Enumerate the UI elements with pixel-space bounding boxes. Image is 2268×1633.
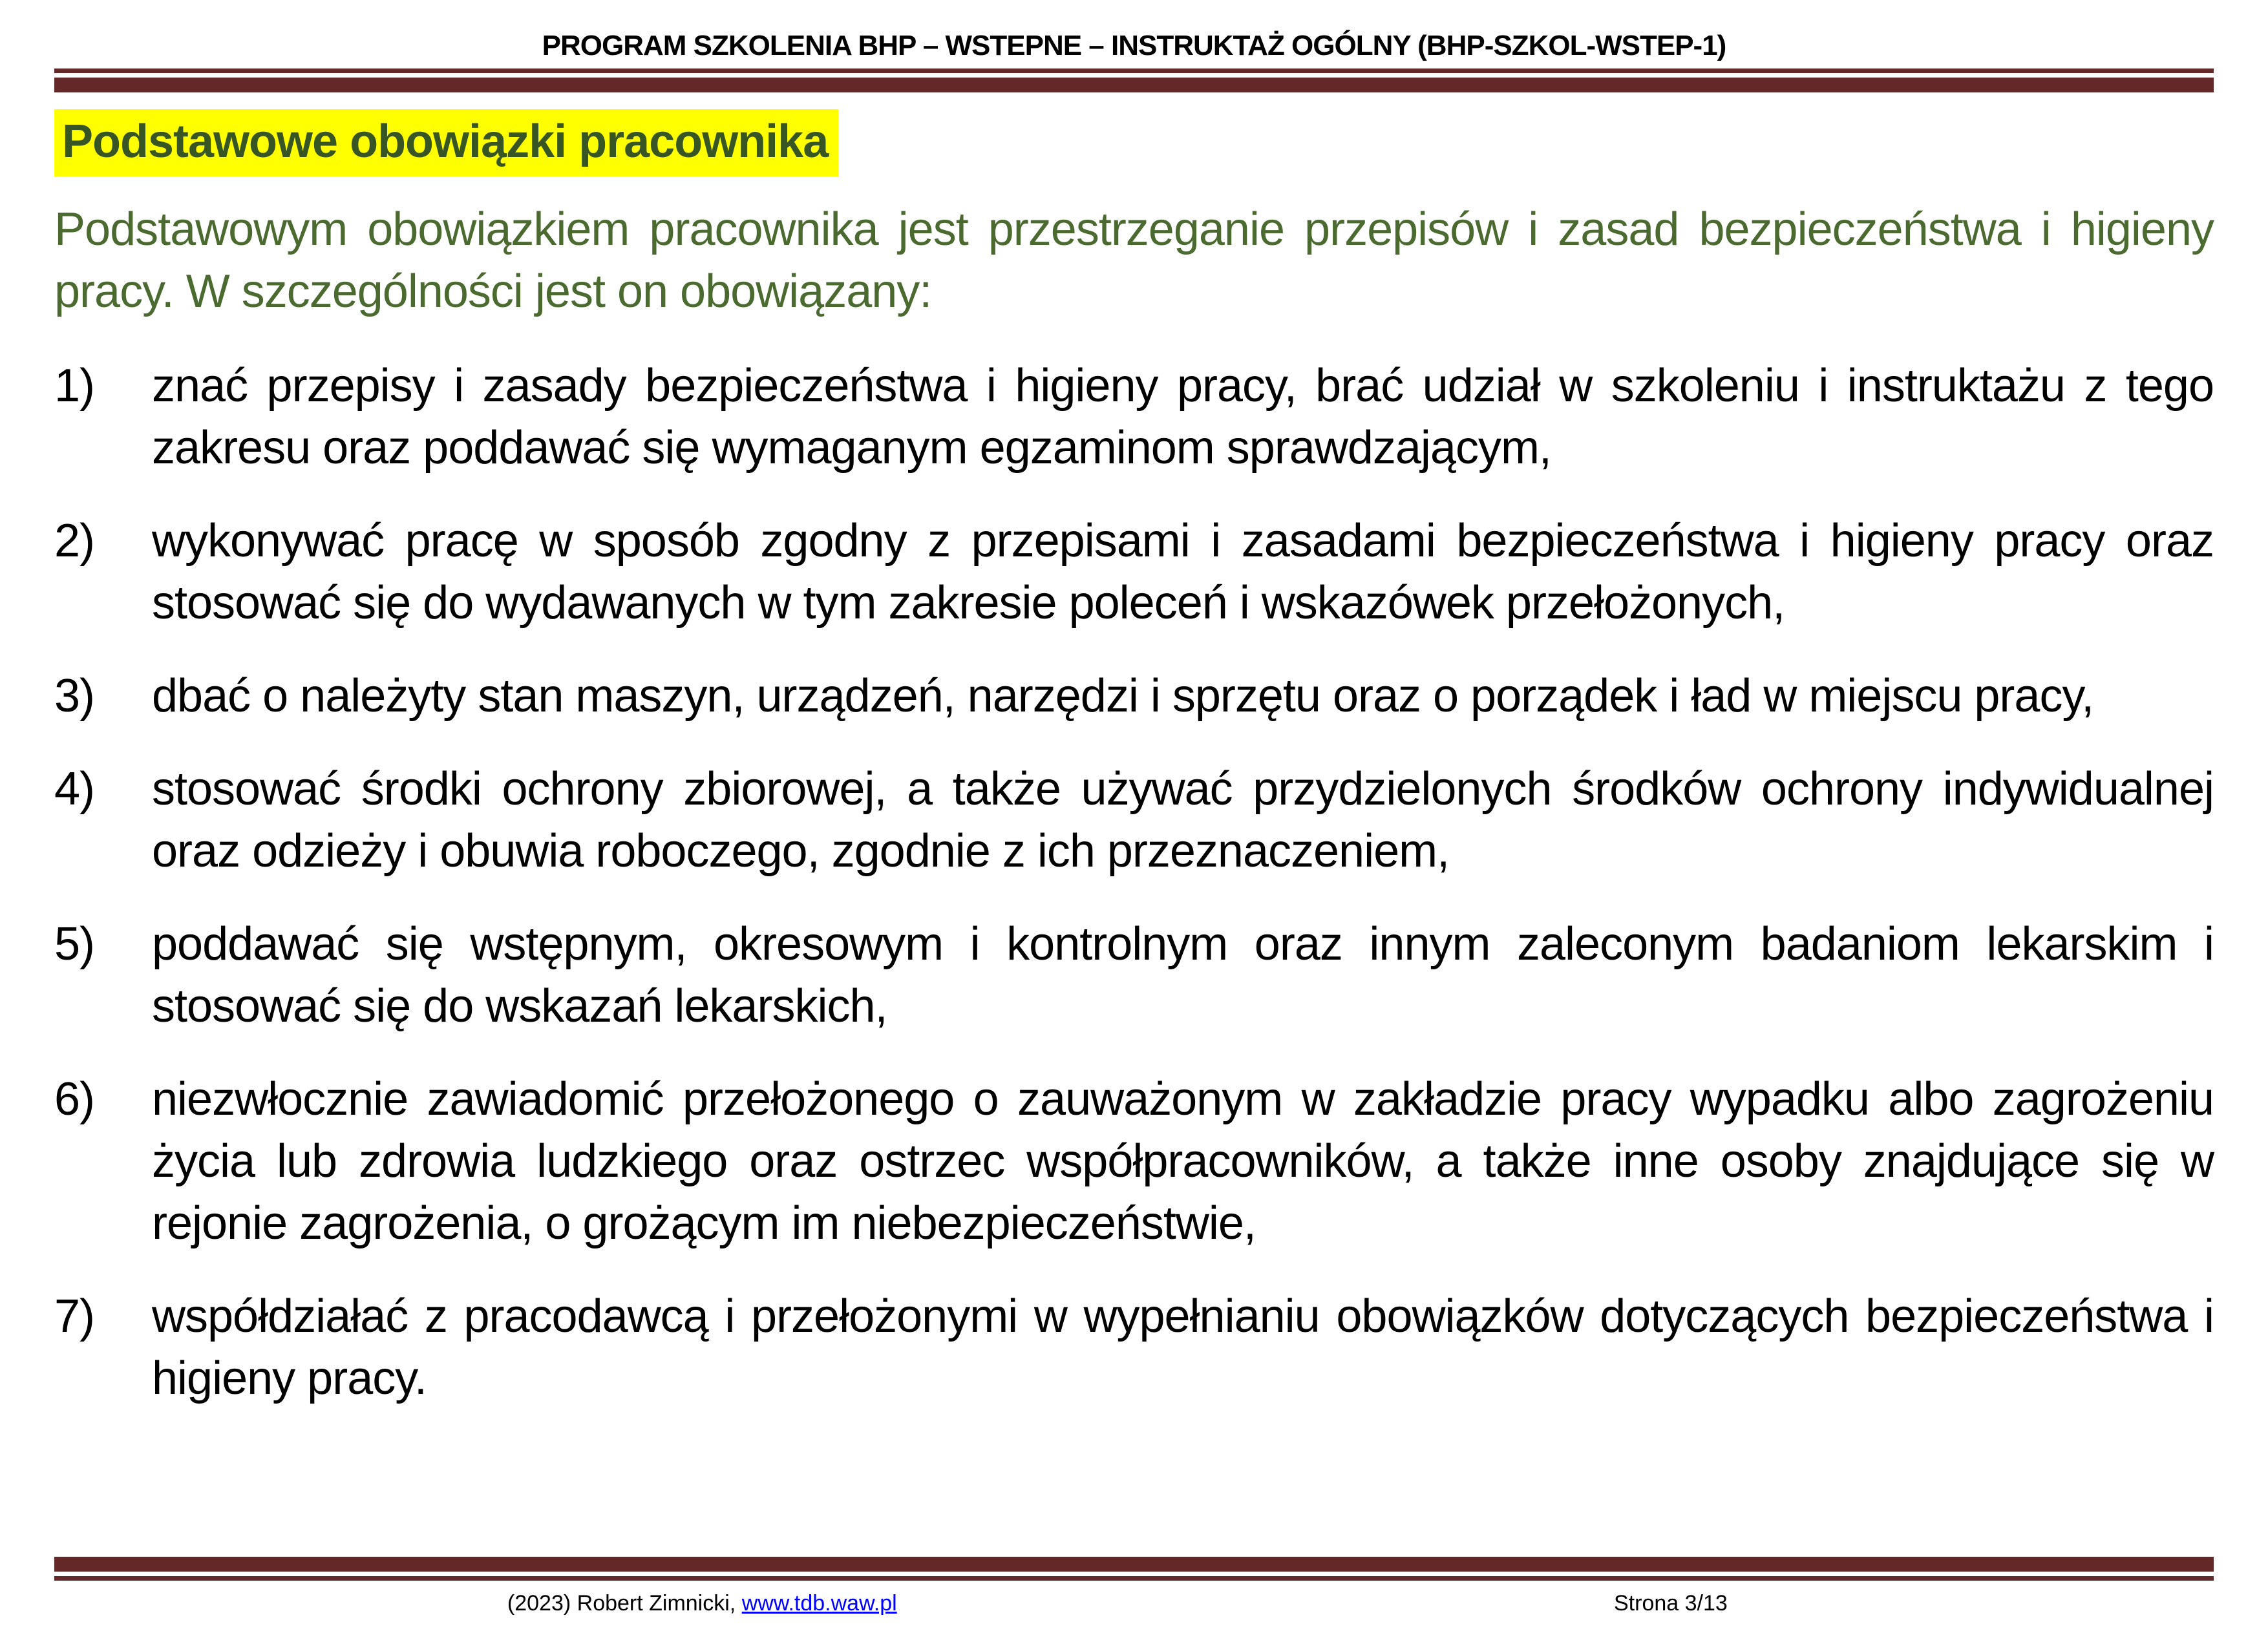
list-item-number: 3)	[54, 670, 95, 722]
section-heading	[54, 109, 2214, 176]
page-header	[54, 30, 2214, 92]
list-item-text: znać przepisy i zasady bezpieczeństwa i higieny pracy, brać udział w szkoleniu i instruktażu z tego zakresu oraz poddawać się wymaganym egzaminom sprawdzającym,	[152, 360, 2214, 474]
list-item	[54, 510, 2214, 634]
page-footer	[54, 1557, 2214, 1622]
list-item-number: 6)	[54, 1073, 95, 1125]
list-item-number: 5)	[54, 918, 95, 970]
footer-credit	[54, 1591, 1350, 1616]
intro-paragraph: Podstawowym obowiązkiem pracownika jest przestrzeganie przepisów i zasad bezpieczeństwa i higieny pracy. W szczególności jest on obowiązany:	[54, 204, 2214, 317]
list-item-number: 2)	[54, 515, 95, 567]
list-item-number: 7)	[54, 1291, 95, 1342]
list-item-text: dbać o należyty stan maszyn, urządzeń, narzędzi i sprzętu oraz o porządek i ład w miejscu pracy,	[152, 670, 2094, 722]
list-item	[54, 355, 2214, 479]
list-item-text: współdziałać z pracodawcą i przełożonymi w wypełnianiu obowiązków dotyczących bezpieczeństwa i higieny pracy.	[152, 1291, 2214, 1404]
list-item	[54, 758, 2214, 882]
list-item-text: wykonywać pracę w sposób zgodny z przepisami i zasadami bezpieczeństwa i higieny pracy oraz stosować się do wydawanych w tym zakresie poleceń i wskazówek przełożonych,	[152, 515, 2214, 629]
footer-rule-thick	[54, 1557, 2214, 1572]
header-title: PROGRAM SZKOLENIA BHP – WSTEPNE – INSTRUKTAŻ OGÓLNY (BHP-SZKOL-WSTEP-1)	[542, 30, 1726, 61]
list-item-text: poddawać się wstępnym, okresowym i kontrolnym oraz innym zaleconym badaniom lekarskim i stosować się do wskazań lekarskich,	[152, 918, 2214, 1032]
list-item-text: stosować środki ochrony zbiorowej, a także używać przydzielonych środków ochrony indywidualnej oraz odzieży i obuwia roboczego, zgodnie z ich przeznaczeniem,	[152, 763, 2214, 877]
list-item-number: 1)	[54, 360, 95, 412]
list-item	[54, 665, 2214, 727]
header-rule-thin	[54, 68, 2214, 73]
footer-credit-text: (2023) Robert Zimnicki,	[507, 1591, 742, 1616]
footer-rule-thin	[54, 1576, 2214, 1581]
header-rule-thick	[54, 78, 2214, 92]
document-page	[0, 30, 2268, 1633]
header-rules	[54, 68, 2214, 92]
footer-website-link[interactable]: www.tdb.waw.pl	[741, 1591, 897, 1616]
list-item	[54, 1285, 2214, 1409]
footer-page-number: Strona 3/13	[1614, 1591, 1728, 1616]
footer-row	[54, 1591, 2214, 1622]
list-item-text: niezwłocznie zawiadomić przełożonego o zauważonym w zakładzie pracy wypadku albo zagrożeniu życia lub zdrowia ludzkiego oraz ostrzec współpracowników, a także inne osoby znajdujące się w rejonie zagrożenia, o grożącym im niebezpieczeństwie,	[152, 1073, 2214, 1249]
list-item	[54, 913, 2214, 1037]
list-item-number: 4)	[54, 763, 95, 815]
section-heading-highlight: Podstawowe obowiązki pracownika	[54, 109, 838, 176]
list-item	[54, 1068, 2214, 1254]
duties-list	[54, 355, 2214, 1409]
